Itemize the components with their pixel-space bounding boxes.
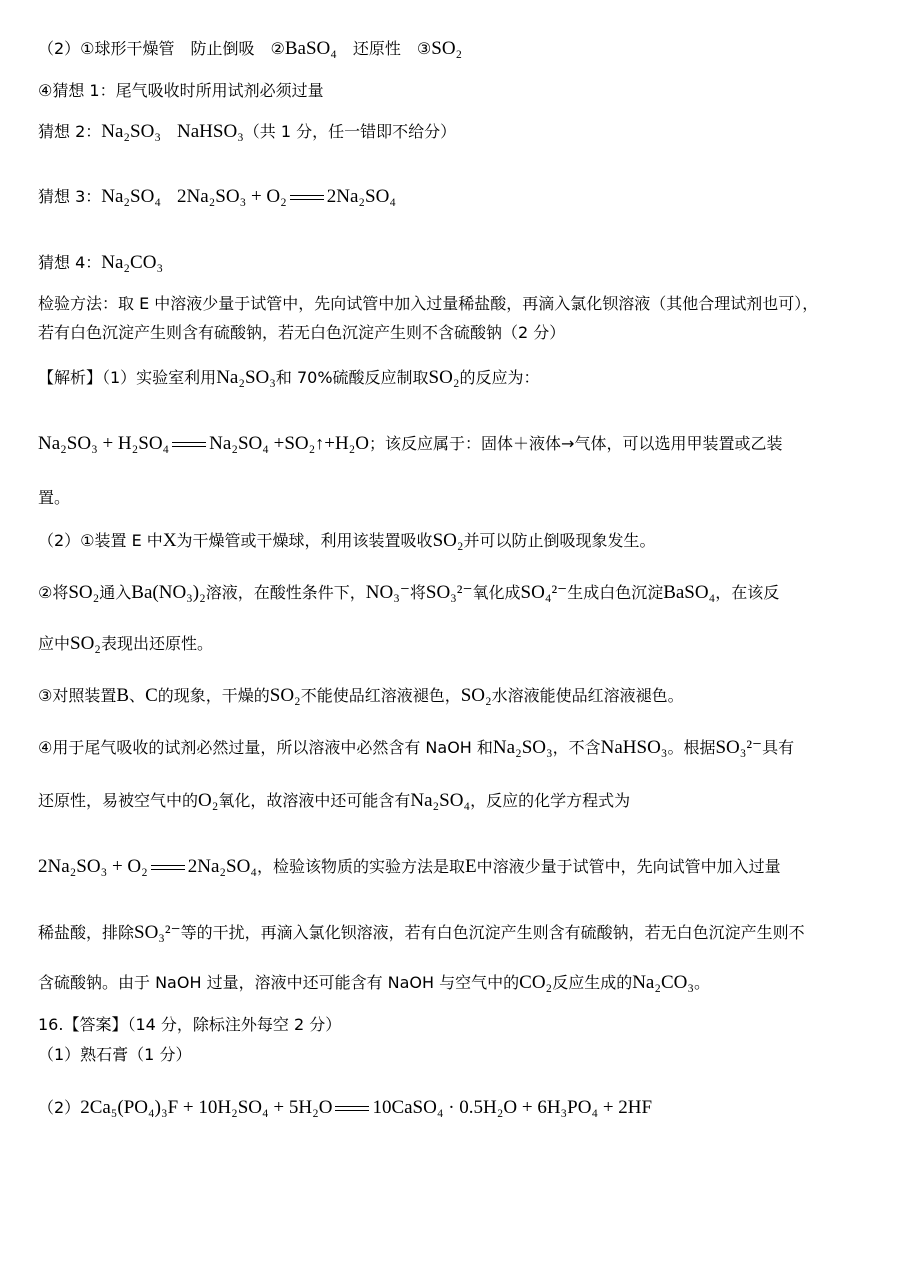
analysis-2-3 (38, 685, 684, 707)
text: 检验方法：取 E 中溶液少量于试管中，先向试管中加入过量稀盐酸，再滴入氯化钡溶液（其他合理试剂也可）， (38, 294, 819, 313)
equals-sign (290, 193, 324, 203)
formula: SO₂ (431, 38, 463, 59)
hypothesis-2 (38, 121, 456, 143)
formula: BaSO₄ (284, 38, 337, 59)
text: ，反应的化学方程式为 (470, 791, 631, 810)
analysis-1 (38, 367, 539, 389)
formula: SO₂ (428, 367, 460, 388)
text: 还原性 ③ (336, 39, 432, 58)
text: ②将 (38, 583, 69, 602)
text: 。根据 (667, 738, 716, 757)
formula: SO₃²⁻ (715, 737, 763, 758)
text: ；该反应属于：固体＋液体→气体，可以选用甲装置或乙装 (369, 434, 783, 453)
text: （1）熟石膏（1 分） (38, 1045, 192, 1064)
analysis-2-4-end (38, 972, 710, 994)
text: 猜想 2： (38, 122, 102, 141)
formula: 2Ca₅(PO₄)₃F + 10H₂SO₄ + 5H₂O (80, 1097, 333, 1118)
text: 将 (409, 583, 426, 602)
equals-sign (151, 863, 185, 873)
text: 若有白色沉淀产生则含有硫酸钠，若无白色沉淀产生则不含硫酸钠（2 分） (38, 323, 566, 342)
formula: NaHSO₃ (600, 737, 668, 758)
text: ，不含 (552, 738, 601, 757)
text: （共 1 分，任一错即不给分） (243, 122, 457, 141)
text: 水溶液能使品红溶液褪色。 (491, 686, 684, 705)
formula: Na₂SO₄ (410, 790, 471, 811)
formula: Na₂SO₃ + H₂SO₄ (38, 433, 170, 454)
formula: Ba(NO₃)₂ (131, 582, 206, 603)
formula: 2Na₂SO₄ (326, 186, 396, 207)
hypothesis-3 (38, 186, 396, 208)
text: 、 (129, 686, 146, 705)
formula: C (145, 685, 158, 706)
text: 通入 (99, 583, 132, 602)
text: 具有 (762, 738, 795, 757)
q16-header (38, 1014, 341, 1036)
text: ④用于尾气吸收的试剂必然过量，所以溶液中必然含有 NaOH 和 (38, 738, 493, 757)
text: 的现象，干燥的 (157, 686, 270, 705)
formula: Na₂SO₄ +SO₂ (209, 433, 316, 454)
formula: SO₂ (269, 685, 301, 706)
formula: O₂ (198, 790, 219, 811)
text: 的反应为： (459, 368, 540, 387)
text: 和 70%硫酸反应制取 (275, 368, 429, 387)
formula: SO₂ (460, 685, 492, 706)
equals-sign (335, 1104, 369, 1114)
text: 表现出还原性。 (100, 634, 213, 653)
formula: 2Na₂SO₃ + O₂ (38, 856, 148, 877)
text: 。 (694, 973, 711, 992)
text: 猜想 4： (38, 253, 102, 272)
q16-answer-2 (38, 1097, 652, 1119)
analysis-2-4 (38, 737, 794, 759)
formula: SO₂ (432, 530, 464, 551)
text: （2）①装置 E 中 (38, 531, 163, 550)
text: 含硫酸钠。由于 NaOH 过量，溶液中还可能含有 NaOH 与空气中的 (38, 973, 520, 992)
text: 稀盐酸，排除 (38, 923, 135, 942)
text: 置。 (38, 488, 71, 507)
oxidation-equation (38, 856, 781, 878)
analysis-2-2-cont (38, 633, 213, 655)
formula: NaHSO₃ (177, 121, 244, 142)
answer-line-2 (38, 38, 462, 60)
formula: SO₃²⁻ (134, 922, 181, 943)
text: ③对照装置 (38, 686, 117, 705)
test-method-2 (38, 322, 565, 344)
equals-sign (172, 440, 206, 450)
text: （2）①球形干燥管 防止倒吸 ② (38, 39, 285, 58)
formula: Na₂SO₃ (101, 121, 161, 142)
formula: Na₂SO₃ (492, 737, 553, 758)
text (161, 187, 177, 206)
text: 【解析】（1）实验室利用 (38, 368, 217, 387)
formula: 10CaSO₄ · 0.5H₂O + 6H₃PO₄ + 2HF (372, 1097, 653, 1118)
text: 氧化成 (472, 583, 521, 602)
analysis-2-4-test (38, 922, 805, 944)
hypothesis-1 (38, 80, 324, 102)
text: 应中 (38, 634, 71, 653)
text: 还原性，易被空气中的 (38, 791, 199, 810)
text: 中溶液少量于试管中，先向试管中加入过量 (476, 857, 781, 876)
text: （2） (38, 1098, 81, 1117)
text: ，在该反 (715, 583, 780, 602)
analysis-2-4-cont (38, 790, 630, 812)
text: 溶液，在酸性条件下， (205, 583, 366, 602)
formula: B (116, 685, 130, 706)
text: 氧化，故溶液中还可能含有 (218, 791, 411, 810)
formula: 2Na₂SO₄ (187, 856, 257, 877)
formula: SO₄²⁻ (520, 582, 568, 603)
text: 并可以防止倒吸现象发生。 (463, 531, 656, 550)
text: 等的干扰，再滴入氯化钡溶液，若有白色沉淀产生则含有硫酸钠，若无白色沉淀产生则不 (180, 923, 805, 942)
formula: +H₂O (324, 433, 370, 454)
text: 不能使品红溶液褪色， (300, 686, 461, 705)
formula: Na₂CO₃ (632, 972, 694, 993)
text: 16.【答案】（14 分，除标注外每空 2 分） (38, 1015, 342, 1034)
text: ，检验该物质的实验方法是取 (256, 857, 465, 876)
q16-answer-1 (38, 1044, 191, 1066)
analysis-2-1 (38, 530, 656, 552)
formula: Na₂SO₃ (216, 367, 276, 388)
hypothesis-4 (38, 252, 163, 274)
text: 为干燥管或干燥球，利用该装置吸收 (176, 531, 433, 550)
text: 猜想 3： (38, 187, 102, 206)
formula: E (464, 856, 477, 877)
formula: BaSO₄ (663, 582, 716, 603)
reaction-equation (38, 432, 782, 455)
analysis-2-2 (38, 582, 779, 604)
formula: Na₂SO₄ (101, 186, 161, 207)
analysis-cont (38, 487, 70, 509)
text (161, 122, 177, 141)
formula: NO₃⁻ (365, 582, 410, 603)
formula: SO₂ (70, 633, 101, 654)
up-arrow-icon: ↑ (315, 433, 325, 453)
formula: 2Na₂SO₃ + O₂ (177, 186, 287, 207)
formula: SO₃²⁻ (425, 582, 473, 603)
text: ④猜想 1：尾气吸收时所用试剂必须过量 (38, 81, 324, 100)
text: 生成白色沉淀 (567, 583, 664, 602)
formula: SO₂ (68, 582, 100, 603)
test-method-1 (38, 293, 818, 315)
formula: Na₂CO₃ (101, 252, 164, 273)
formula: X (162, 530, 177, 551)
text: 反应生成的 (552, 973, 633, 992)
formula: CO₂ (519, 972, 553, 993)
